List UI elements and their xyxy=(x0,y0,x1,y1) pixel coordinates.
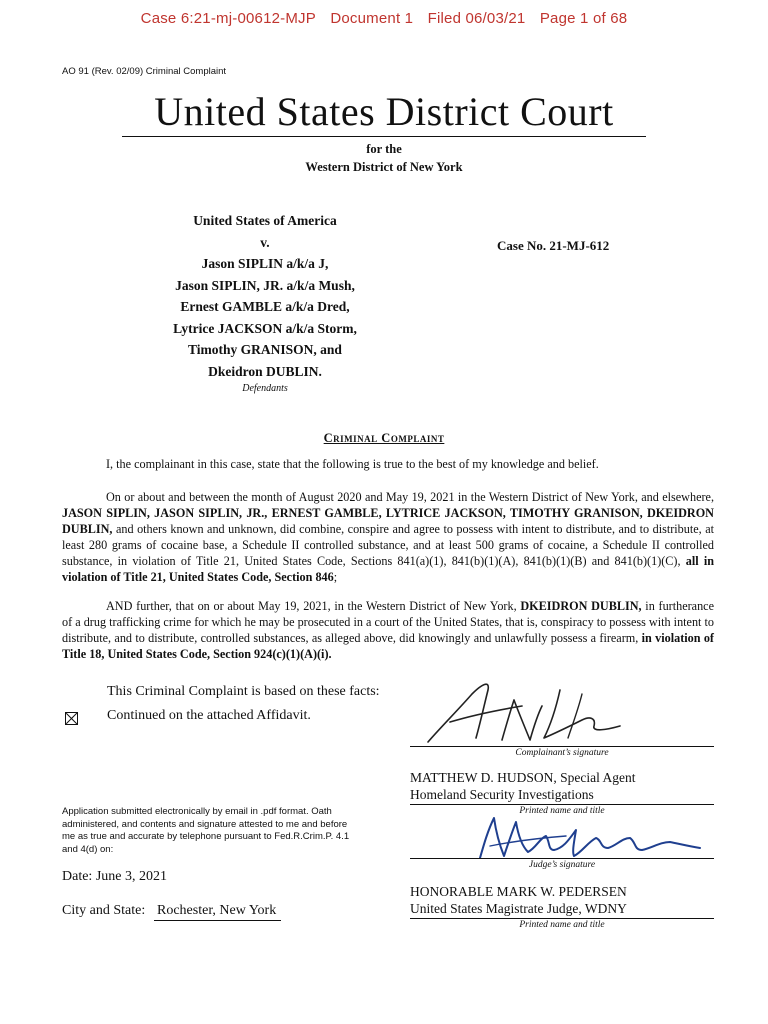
section-title: Criminal Complaint xyxy=(323,431,445,445)
paragraph-firearm xyxy=(62,598,714,662)
court-title-rule xyxy=(122,136,646,137)
violation-statute: in violation of Title 18, United States Code, Section 924(c)(1)(A)(i). xyxy=(62,631,714,661)
defendant: Dkeidron DUBLIN. xyxy=(208,363,322,379)
defendant: Jason SIPLIN, JR. a/k/a Mush, xyxy=(175,277,355,293)
defendant-names: JASON SIPLIN, JASON SIPLIN, JR., ERNEST GAMBLE, LYTRICE JACKSON, TIMOTHY GRANISON, DKEIDRON DUBLIN, xyxy=(62,506,714,536)
court-title: United States District Court xyxy=(154,89,614,134)
form-id: AO 91 (Rev. 02/09) Criminal Complaint xyxy=(62,66,227,77)
case-number: Case No. 21-MJ-612 xyxy=(497,238,610,253)
complainant-name: MATTHEW D. HUDSON, Special Agent xyxy=(410,770,636,785)
city-state-line xyxy=(154,920,281,921)
ecf-document: Document 1 xyxy=(330,10,414,27)
paragraph-conspiracy xyxy=(62,489,714,585)
complaint-date: Date: June 3, 2021 xyxy=(62,869,167,884)
ecf-filed-date: Filed 06/03/21 xyxy=(427,10,526,27)
continued-checkbox[interactable] xyxy=(65,712,78,725)
continued-on-affidavit: Continued on the attached Affidavit. xyxy=(107,708,311,723)
city-state-value: Rochester, New York xyxy=(157,903,277,918)
defendant-name: DKEIDRON DUBLIN, xyxy=(520,599,642,613)
judge-title: United States Magistrate Judge, WDNY xyxy=(410,901,627,916)
paragraph-text: in furtherance of a drug trafficking crime for which he may be prosecuted in a court of the United States, that is, conspiracy to possess with intent to distribute, and to distribute, controlled substances, as alleged above, did knowingly and unlawfully possess a firearm, xyxy=(62,599,714,645)
defendant: Jason SIPLIN a/k/a J, xyxy=(201,256,329,271)
defendants-label: Defendants xyxy=(242,383,288,394)
paragraph-text: AND further, that on or about May 19, 2021, in the Western District of New York, xyxy=(106,599,521,613)
complainant-printed-line xyxy=(410,804,714,805)
complainant-signature xyxy=(410,676,710,748)
court-district: Western District of New York xyxy=(305,160,463,174)
court-for-the: for the xyxy=(366,142,402,156)
judge-signature-caption: Judge’s signature xyxy=(528,860,596,870)
parties-block xyxy=(130,210,400,396)
city-state-label: City and State: xyxy=(62,903,146,918)
defendant: Ernest GAMBLE a/k/a Dred, xyxy=(180,299,350,314)
versus: v. xyxy=(260,234,270,250)
judge-signature-line xyxy=(410,858,714,859)
violation-statute: all in violation of Title 21, United States Code, Section 846 xyxy=(62,554,715,584)
complainant-signature-line xyxy=(410,746,714,747)
ecf-page-count: Page 1 of 68 xyxy=(539,10,628,27)
paragraph-text: ; xyxy=(333,570,338,584)
judge-signature xyxy=(470,808,710,864)
paragraph-text: I, the complainant in this case, state that the following is true to the best of my knowledge and belief. xyxy=(106,457,599,471)
application-note: Application submitted electronically by email in .pdf format. Oath administered, and contents and signature attested to me and before me as true and accurate by telephone pursuant to Fed.R.Crim.P. 4.1 and 4(d) on: xyxy=(62,806,350,855)
judge-printed-line xyxy=(410,918,714,919)
defendant: Timothy GRANISON, and xyxy=(188,342,342,357)
complainant-printed-caption: Printed name and title xyxy=(519,806,605,816)
defendant: Lytrice JACKSON a/k/a Storm, xyxy=(173,320,357,336)
paragraph-text: On or about and between the month of August 2020 and May 19, 2021 in the Western District of New York, and elsewhere, xyxy=(106,490,714,504)
judge-printed-caption: Printed name and title xyxy=(519,920,605,930)
judge-name: HONORABLE MARK W. PEDERSEN xyxy=(410,884,627,899)
complainant-signature-caption: Complainant’s signature xyxy=(515,748,609,758)
complainant-organization: Homeland Security Investigations xyxy=(410,787,594,802)
paragraph-statement xyxy=(62,456,714,472)
ecf-header xyxy=(0,10,768,27)
based-on-facts: This Criminal Complaint is based on these facts: xyxy=(107,684,380,699)
plaintiff: United States of America xyxy=(193,213,337,228)
ecf-case-number: Case 6:21-mj-00612-MJP xyxy=(140,10,316,27)
paragraph-text: and others known and unknown, did combine, conspire and agree to possess with intent to distribute, and to distribute, at least 280 grams of cocaine base, a Schedule II controlled substance, and at least 500 grams of cocaine, a Schedule II controlled substance, in violation of Title 21, United States Code, Sections 841(a)(1), 841(b)(1)(A), 841(b)(1)(B) and 841(b)(1)(C), xyxy=(62,522,714,568)
